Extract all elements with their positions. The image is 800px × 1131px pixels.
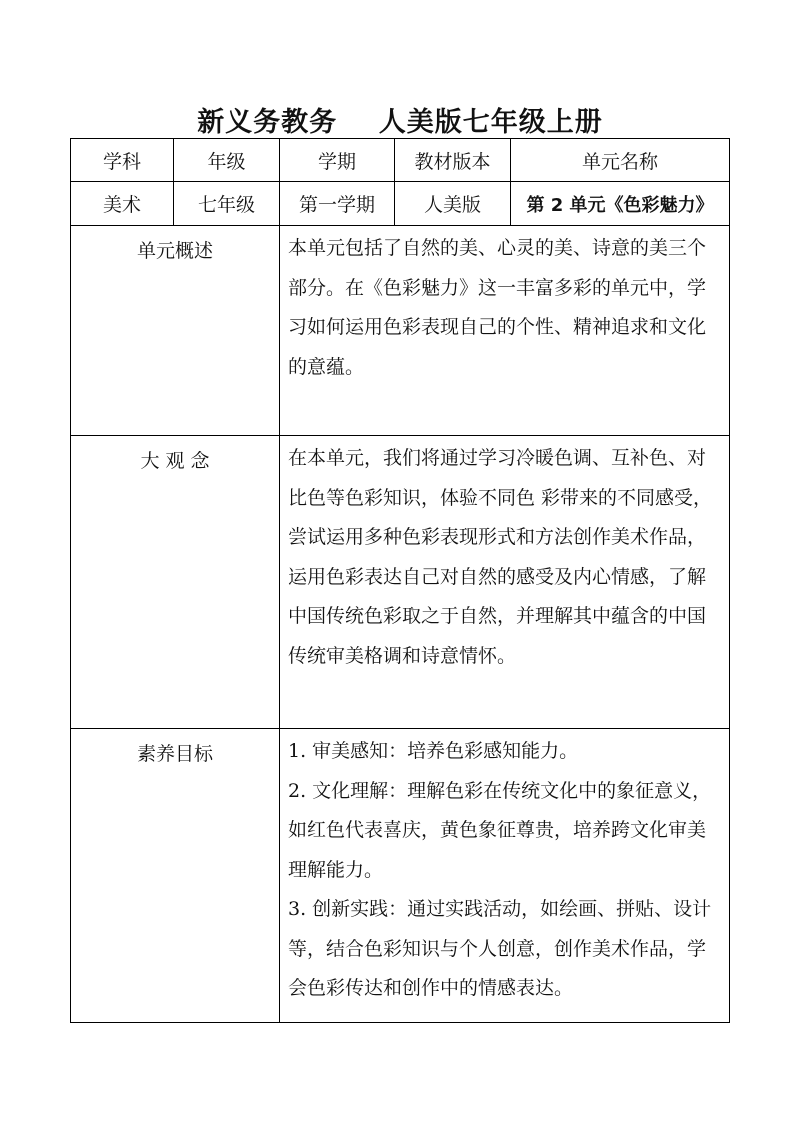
overview-content [279, 225, 730, 436]
header-cell-unit-name: 单元名称 [510, 138, 730, 182]
overview-label: 单元概述 [70, 225, 280, 436]
header-cell-edition: 教材版本 [394, 138, 511, 182]
overview-text: 本单元包括了自然的美、心灵的美、诗意的美三个部分。在《色彩魅力》这一丰富多彩的单元中，学习如何运用色彩表现自己的个性、精神追求和文化的意蕴。 [288, 237, 707, 378]
document-title: 新义务教务 人美版七年级上册 [197, 107, 603, 138]
big-idea-label: 大 观 念 [70, 435, 280, 729]
info-cell-unit-name: 第 2 单元《色彩魅力》 [510, 181, 730, 226]
header-cell-subject: 学科 [70, 138, 174, 182]
info-cell-edition: 人美版 [394, 181, 511, 226]
info-cell-grade: 七年级 [173, 181, 280, 226]
info-cell-term: 第一学期 [279, 181, 395, 226]
info-cell-subject: 美术 [70, 181, 174, 226]
big-idea-text: 在本单元，我们将通过学习冷暖色调、互补色、对比色等色彩知识，体验不同色 彩带来的不同感受，尝试运用多种色彩表现形式和方法创作美术作品，运用色彩表达自己对自然的感受及内心情感，了解中国传统色彩取之于自然，并理解其中蕴含的中国传统审美格调和诗意情怀。 [288, 447, 713, 667]
goal-item: 2. 文化理解：理解色彩在传统文化中的象征意义，如红色代表喜庆，黄色象征尊贵，培养跨文化审美理解能力。 [288, 779, 712, 881]
header-cell-term: 学期 [279, 138, 395, 182]
goal-item: 1. 审美感知：培养色彩感知能力。 [288, 740, 579, 762]
goal-item: 3. 创新实践：通过实践活动，如绘画、拼贴、设计等，结合色彩知识与个人创意，创作美术作品，学会色彩传达和创作中的情感表达。 [288, 898, 712, 999]
big-idea-content [279, 435, 730, 729]
header-cell-grade: 年级 [173, 138, 280, 182]
literacy-goals-label: 素养目标 [70, 728, 280, 1023]
literacy-goals-content [279, 728, 730, 1023]
